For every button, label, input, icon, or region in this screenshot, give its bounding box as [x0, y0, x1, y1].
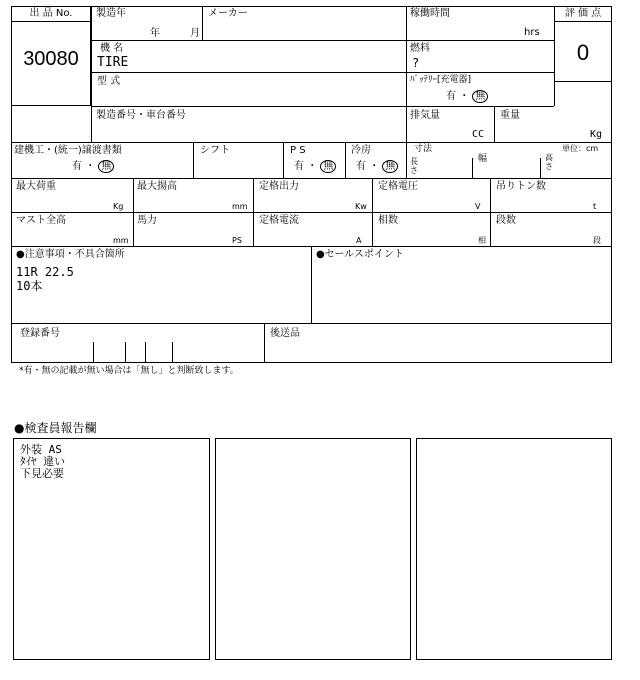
weight-label: 重量 — [500, 110, 520, 121]
inspector-box-2 — [215, 438, 411, 660]
battery-option: 有 ・ 無 — [446, 90, 488, 103]
defects-label: ●注意事項・不具合箇所 — [16, 249, 125, 260]
year-unit: 年 — [150, 28, 160, 39]
stage-count-label: 段数 — [496, 215, 516, 226]
lot-number: 30080 — [23, 48, 79, 70]
footnote: *有・無の記載が無い場合は「無し」と判断致します。 — [19, 366, 239, 376]
registration-number-label: 登録番号 — [20, 328, 60, 339]
phase-count-unit: 相 — [478, 236, 486, 245]
length-label: 長 さ — [410, 157, 418, 175]
shift-label: シフト — [200, 145, 230, 156]
rated-current-label: 定格電流 — [259, 215, 299, 226]
machine-name: TIRE — [97, 55, 129, 70]
lot-number-label: 出 品 No. — [29, 8, 73, 19]
rated-current-unit: A — [356, 236, 362, 245]
max-lift-label: 最大揚高 — [137, 181, 177, 192]
operating-hours-label: 稼働時間 — [410, 8, 450, 19]
crane-tonnage-unit: t — [593, 202, 597, 211]
max-load-unit: Kg — [113, 202, 124, 211]
dimensions-unit: 単位：cm — [562, 144, 599, 153]
machine-name-label: 機 名 — [100, 43, 124, 54]
rated-output-label: 定格出力 — [259, 181, 299, 192]
rated-voltage-label: 定格電圧 — [378, 181, 418, 192]
stage-count-unit: 段 — [593, 236, 601, 245]
model-type-label: 型 式 — [97, 76, 121, 87]
horsepower-unit: PS — [232, 236, 242, 245]
phase-count-label: 相数 — [378, 215, 398, 226]
max-load-label: 最大荷重 — [16, 181, 56, 192]
defects-text: 11R 22.5 10本 — [16, 265, 74, 293]
mast-height-label: マスト全高 — [16, 215, 66, 226]
shipping-items-label: 後送品 — [270, 328, 300, 339]
inspector-report-title: ●検査員報告欄 — [14, 421, 97, 435]
transfer-docs-option: 有 ・ 無 — [72, 160, 114, 173]
serial-number-label: 製造番号・車台番号 — [96, 110, 186, 121]
max-lift-unit: mm — [232, 202, 248, 211]
score-label: 評 価 点 — [564, 8, 602, 19]
inspector-box-3 — [416, 438, 612, 660]
rated-voltage-unit: V — [475, 202, 481, 211]
rated-output-unit: Kw — [355, 202, 367, 211]
fuel-value: ? — [412, 56, 420, 70]
option-no-circled: 無 — [472, 90, 488, 103]
ps-option: 有 ・ 無 — [294, 160, 336, 173]
mast-height-unit: mm — [113, 236, 129, 245]
maker-label: メーカー — [208, 8, 248, 19]
aircon-label: 冷房 — [351, 145, 371, 156]
operating-hours-unit: hrs — [524, 27, 540, 38]
score-value: 0 — [576, 40, 590, 65]
aircon-option: 有 ・ 無 — [356, 160, 398, 173]
crane-tonnage-label: 吊りトン数 — [496, 181, 546, 192]
ps-label: P S — [290, 145, 306, 156]
month-unit: 月 — [190, 28, 200, 39]
transfer-docs-label: 建機工・(統一)譲渡書類 — [14, 145, 122, 156]
manufacture-year-label: 製造年 — [96, 8, 126, 19]
width-label: 幅 — [478, 154, 488, 164]
dimensions-label: 寸法 — [414, 144, 433, 154]
option-yes: 有 — [446, 91, 456, 102]
battery-label: ﾊﾞｯﾃﾘｰ[充電器] — [410, 75, 472, 85]
fuel-label: 燃料 — [410, 43, 430, 54]
inspector-box-1-text: 外装 AS ﾀｲﾔ 違い 下見必要 — [20, 443, 66, 480]
weight-unit: Kg — [590, 129, 603, 140]
displacement-unit: CC — [472, 129, 485, 140]
displacement-label: 排気量 — [410, 110, 440, 121]
height-label: 高 さ — [545, 153, 553, 171]
sales-point-label: ●セールスポイント — [316, 249, 404, 260]
horsepower-label: 馬力 — [137, 215, 157, 226]
